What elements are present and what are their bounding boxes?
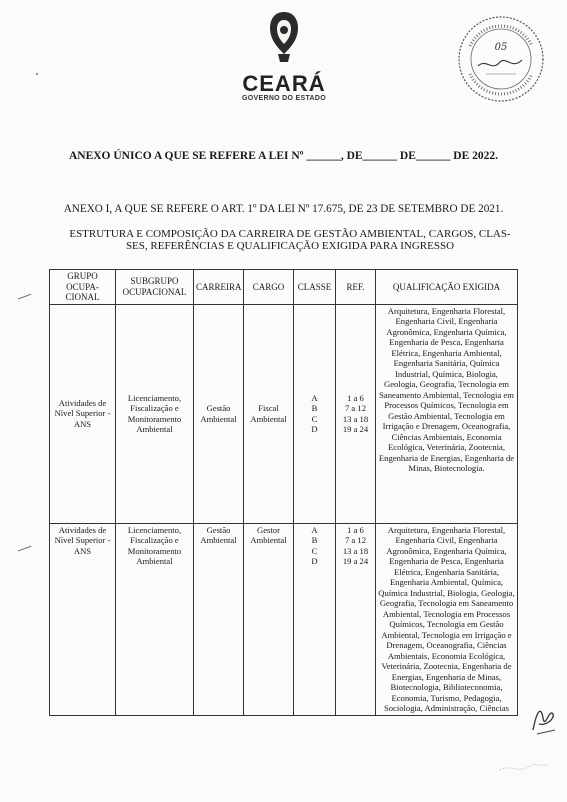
- ref-item: 1 a 6: [347, 392, 364, 403]
- header-qualificacao: QUALIFICAÇÃO EXIGIDA: [376, 270, 518, 305]
- table-header-row: [50, 270, 518, 305]
- ref-item: 1 a 6: [347, 524, 364, 535]
- classe-item: C: [311, 413, 318, 424]
- margin-tick-icon: [18, 294, 32, 302]
- cell-carreira: Gestão Ambiental: [194, 304, 244, 523]
- cell-ref: [336, 304, 376, 523]
- cell-classe: [294, 304, 336, 523]
- cell-qualificacao: Arquitetura, Engenharia Florestal, Engenharia Civil, Engenharia Agronômica, Engenharia Química, Engenharia de Pesca, Engenharia Elétrica, Engenharia Sanitária, Engenharia Ambiental, Química, Química Industrial, Biologia, Geologia, Geografia, Tecnologia em Saneamento Ambiental, Tecnologia em Processos Químicos, Tecnologia em Gestão Ambiental, Tecnologia em Irrigação e Drenagem, Oceanografia, Ciências Ambientais, Economia Ecológica, Veterinária, Zootecnia, Engenharia de Energias, Engenharia de Minas, Biotecnologia, Biblioteconomia, Economia, Turismo, Pedagogia, Sociologia, Administração, Ciências: [376, 523, 518, 715]
- header-carreira: CARREIRA: [194, 270, 244, 305]
- cell-qualificacao: Arquitetura, Engenharia Florestal, Engenharia Civil, Engenharia Agronômica, Engenharia Química, Engenharia de Pesca, Engenharia Elétrica, Engenharia Ambiental, Engenharia Sanitária, Química Industrial, Química, Biologia, Geologia, Geografia, Tecnologia em Saneamento Ambiental, Tecnologia em Processos Químicos, Tecnologia em Gestão Ambiental, Tecnologia em Irrigação e Drenagem, Oceanografia, Ciências Ambientais, Economia Ecológica, Veterinária, Zootecnia, Engenharia de Energias, Engenharia de Minas, Biotecnologia.: [376, 304, 518, 523]
- protocol-stamp: [456, 14, 546, 104]
- corner-stamp-fragment-icon: [490, 740, 550, 780]
- estrutura-title: [54, 228, 526, 252]
- table-row: [50, 304, 518, 523]
- logo-subtitle: GOVERNO DO ESTADO: [242, 95, 326, 102]
- header-subgrupo: SUBGRUPO OCUPACIONAL: [116, 270, 194, 305]
- cell-grupo: Atividades de Nível Superior - ANS: [50, 304, 116, 523]
- svg-text:05: 05: [494, 42, 508, 53]
- ref-item: 13 a 18: [342, 413, 369, 424]
- cell-ref: [336, 523, 376, 715]
- estrutura-title-line1: ESTRUTURA E COMPOSIÇÃO DA CARREIRA DE GESTÃO AMBIENTAL, CARGOS, CLAS-: [69, 228, 511, 240]
- ceara-logo: [226, 10, 342, 108]
- career-structure-table: [49, 269, 518, 716]
- ref-item: 7 a 12: [344, 535, 366, 545]
- cell-subgrupo: Licenciamento, Fiscalização e Monitoramento Ambiental: [116, 523, 194, 715]
- header-cargo: CARGO: [244, 270, 294, 305]
- ref-item: 19 a 24: [342, 556, 369, 566]
- table-row: [50, 523, 518, 715]
- anexo-unico-title: ANEXO ÚNICO A QUE SE REFERE A LEI Nº ______, DE______ DE______ DE 2022.: [68, 150, 499, 162]
- ref-item: 7 a 12: [344, 403, 366, 413]
- state-crest-icon: [264, 10, 304, 66]
- cell-cargo: Gestor Ambiental: [244, 523, 294, 715]
- header-classe: CLASSE: [294, 270, 336, 305]
- margin-tick-icon: [18, 546, 32, 554]
- classe-item: B: [311, 403, 318, 413]
- stamp-seal-icon: [456, 14, 546, 104]
- header-ref: REF.: [336, 270, 376, 305]
- classe-item: C: [311, 545, 318, 556]
- margin-mark-icon: [34, 64, 40, 70]
- classe-item: A: [311, 524, 318, 535]
- classe-item: A: [311, 392, 318, 403]
- header-grupo: GRUPO OCUPA-CIONAL: [50, 270, 116, 305]
- classe-item: D: [311, 556, 318, 566]
- cell-subgrupo: Licenciamento, Fiscalização e Monitoramento Ambiental: [116, 304, 194, 523]
- cell-classe: [294, 523, 336, 715]
- rubric-signature-icon: [527, 700, 559, 740]
- ref-item: 19 a 24: [342, 424, 369, 434]
- anexo-i-title: ANEXO I, A QUE SE REFERE O ART. 1º DA LEI Nº 17.675, DE 23 DE SETEMBRO DE 2021.: [63, 203, 504, 215]
- classe-item: D: [311, 424, 318, 434]
- classe-item: B: [311, 535, 318, 545]
- cell-carreira: Gestão Ambiental: [194, 523, 244, 715]
- ref-item: 13 a 18: [342, 545, 369, 556]
- cell-cargo: Fiscal Ambiental: [244, 304, 294, 523]
- cell-grupo: Atividades de Nível Superior - ANS: [50, 523, 116, 715]
- logo-brand: CEARÁ: [242, 71, 326, 96]
- estrutura-title-line2: SES, REFERÊNCIAS E QUALIFICAÇÃO EXIGIDA PARA INGRESSO: [125, 240, 455, 252]
